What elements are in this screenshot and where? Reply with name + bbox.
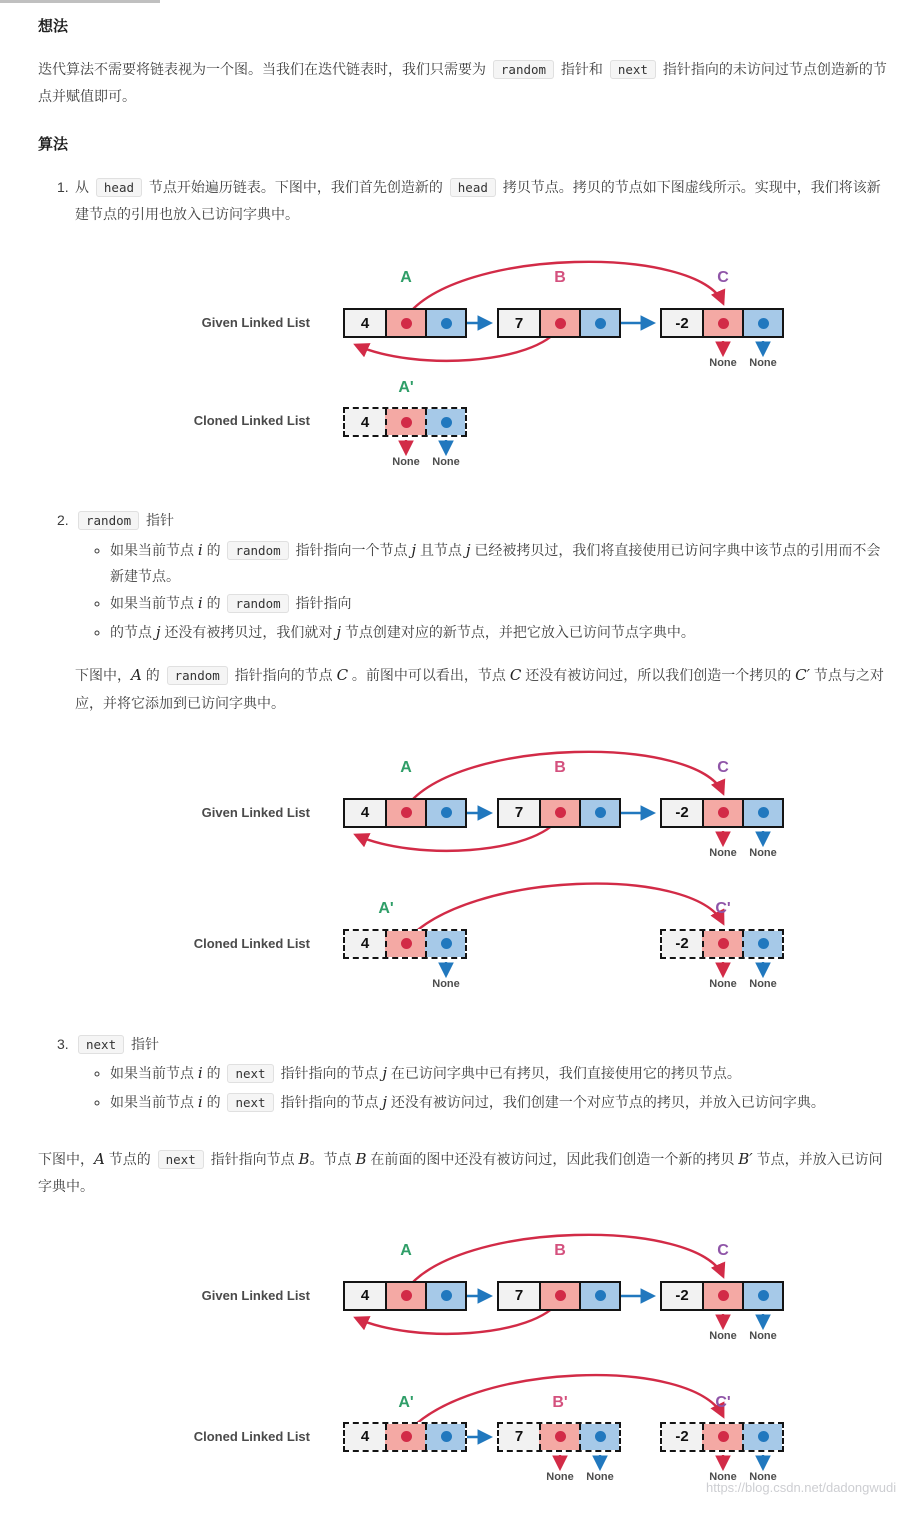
- step3-bullets: [75, 1061, 890, 1116]
- given-list-label: Given Linked List: [201, 1287, 310, 1303]
- step2-body: [75, 507, 890, 716]
- random-pointer-cell: [385, 310, 425, 336]
- random-dot-icon: [718, 318, 729, 329]
- given-node-a: [343, 308, 467, 338]
- next-pointer-cell: [742, 1424, 782, 1450]
- next-dot-icon: [441, 807, 452, 818]
- node-label-b: B: [554, 269, 566, 287]
- node-label-b-clone: B': [552, 1393, 568, 1411]
- next-pointer-cell: [579, 800, 619, 826]
- none-label: None: [709, 846, 737, 859]
- text-run: 如果当前节点: [110, 594, 198, 611]
- random-dot-icon: [401, 938, 412, 949]
- cloned-node-a: [343, 929, 467, 959]
- random-dot-icon: [718, 938, 729, 949]
- none-label: None: [749, 977, 777, 990]
- text-run: 的: [202, 1093, 225, 1110]
- value-cell: 7: [499, 1283, 539, 1309]
- value-cell: -2: [662, 931, 702, 957]
- text-run: 指针指向的未访问过节点创造新的节点并赋值即可。: [38, 61, 887, 104]
- math-variable: j: [382, 1092, 388, 1111]
- text-run: 指针: [127, 1035, 159, 1052]
- inline-code: head: [96, 178, 142, 197]
- next-dot-icon: [595, 1431, 606, 1442]
- text-run: 指针指向: [291, 594, 352, 611]
- random-dot-icon: [718, 807, 729, 818]
- given-list-label: Given Linked List: [201, 804, 310, 820]
- math-variable: C′: [795, 666, 810, 685]
- next-pointer-cell: [425, 409, 465, 435]
- none-label: None: [586, 1470, 614, 1483]
- value-cell: 4: [345, 931, 385, 957]
- text-run: 如果当前节点: [110, 541, 198, 558]
- none-label: None: [709, 1329, 737, 1342]
- random-pointer-cell: [385, 1424, 425, 1450]
- random-dot-icon: [555, 807, 566, 818]
- next-dot-icon: [595, 1290, 606, 1301]
- random-pointer-cell: [539, 1283, 579, 1309]
- none-label: None: [749, 357, 777, 370]
- next-dot-icon: [441, 417, 452, 428]
- value-cell: 4: [345, 1283, 385, 1309]
- value-cell: -2: [662, 1283, 702, 1309]
- random-dot-icon: [718, 1290, 729, 1301]
- math-variable: i: [197, 1092, 203, 1111]
- bullet-item: [110, 620, 890, 646]
- node-label-c-clone: C': [715, 899, 731, 917]
- step2-title: [75, 507, 890, 534]
- text-run: 如果当前节点: [110, 1065, 198, 1082]
- text-run: 指针指向的节点: [276, 1065, 383, 1082]
- node-label-a-clone: A': [398, 1393, 414, 1411]
- next-pointer-cell: [742, 310, 782, 336]
- value-cell: 4: [345, 310, 385, 336]
- none-label: None: [749, 1329, 777, 1342]
- text-run: 还没有被访问过，所以我们创造一个拷贝的: [521, 667, 796, 684]
- text-run: 拷贝节点。拷贝的节点如下图虚线所示。实现中，我们将该新建节点的引用也放入已访问字典中。: [75, 179, 881, 222]
- diagram-head-copy: [38, 255, 920, 481]
- text-run: 下图中，: [75, 667, 131, 684]
- math-variable: C: [509, 666, 522, 685]
- inline-code: random: [167, 666, 228, 685]
- value-cell: 7: [499, 800, 539, 826]
- text-run: 节点与之对应，并将它添加到已访问字典中。: [75, 667, 884, 711]
- none-label: None: [709, 977, 737, 990]
- text-run: 还没有被拷贝过，我们就对: [160, 623, 337, 640]
- next-dot-icon: [758, 938, 769, 949]
- cloned-node-c: [660, 1422, 784, 1452]
- random-pointer-cell: [539, 1424, 579, 1450]
- text-run: 已经被拷贝过，我们将直接使用已访问字典中该节点的引用而不会新建节点。: [110, 541, 881, 584]
- step2-bullets: [75, 538, 890, 645]
- step3-body: [75, 1031, 890, 1119]
- math-variable: B: [355, 1149, 367, 1168]
- given-list-label: Given Linked List: [201, 315, 310, 331]
- next-dot-icon: [595, 318, 606, 329]
- cloned-node-b: [497, 1422, 621, 1452]
- given-node-a: [343, 1281, 467, 1311]
- none-label: None: [432, 456, 460, 469]
- list-number-2: 2.: [57, 512, 69, 529]
- list-number-1: 1.: [57, 179, 69, 196]
- given-node-a: [343, 798, 467, 828]
- given-node-b: [497, 798, 621, 828]
- random-pointer-cell: [702, 1424, 742, 1450]
- value-cell: -2: [662, 1424, 702, 1450]
- random-pointer-cell: [702, 1283, 742, 1309]
- inline-code: random: [78, 511, 139, 530]
- next-dot-icon: [758, 807, 769, 818]
- diagram-next-copy: [38, 1228, 920, 1502]
- inline-code: random: [227, 541, 288, 560]
- node-label-a-clone: A': [378, 899, 394, 917]
- cloned-node-a: [343, 1422, 467, 1452]
- text-run: 下图中，: [38, 1150, 94, 1167]
- next-pointer-cell: [579, 310, 619, 336]
- text-run: 的: [202, 1065, 225, 1082]
- text-run: 的节点: [110, 623, 156, 640]
- section-heading-idea: 想法: [38, 18, 69, 35]
- text-run: 如果当前节点: [110, 1093, 198, 1110]
- math-variable: C: [336, 666, 349, 685]
- math-variable: j: [465, 540, 471, 559]
- next-dot-icon: [758, 1431, 769, 1442]
- text-run: 还没有被访问过，我们创建一个对应节点的拷贝，并放入已访问字典。: [387, 1093, 825, 1110]
- value-cell: 4: [345, 409, 385, 435]
- node-label-c: C: [717, 758, 729, 776]
- value-cell: -2: [662, 310, 702, 336]
- math-variable: A: [131, 666, 142, 685]
- math-variable: i: [197, 1064, 203, 1083]
- given-node-c: [660, 1281, 784, 1311]
- text-run: 指针和: [557, 61, 607, 77]
- pointer-arrows-layer-1: [38, 255, 920, 481]
- text-run: 指针: [142, 512, 175, 529]
- math-variable: j: [382, 1064, 388, 1083]
- bullet-item: [110, 538, 890, 588]
- math-variable: j: [411, 540, 417, 559]
- random-dot-icon: [401, 417, 412, 428]
- next-pointer-cell: [425, 800, 465, 826]
- next-dot-icon: [758, 1290, 769, 1301]
- math-variable: i: [197, 540, 203, 559]
- cloned-list-label: Cloned Linked List: [193, 1428, 310, 1444]
- given-node-c: [660, 308, 784, 338]
- random-pointer-cell: [539, 310, 579, 336]
- random-pointer-cell: [702, 310, 742, 336]
- inline-code: next: [227, 1093, 273, 1112]
- given-node-c: [660, 798, 784, 828]
- text-run: 指针指向一个节点: [291, 541, 412, 558]
- inline-code: head: [450, 178, 496, 197]
- random-dot-icon: [555, 1431, 566, 1442]
- cloned-node-a: [343, 407, 467, 437]
- next-pointer-cell: [579, 1283, 619, 1309]
- random-dot-icon: [555, 318, 566, 329]
- pointer-arrows-layer-3: [38, 1228, 920, 1502]
- value-cell: 7: [499, 310, 539, 336]
- next-pointer-cell: [425, 1283, 465, 1309]
- text-run: 节点的: [104, 1150, 155, 1167]
- step3-title: [75, 1031, 890, 1058]
- random-dot-icon: [555, 1290, 566, 1301]
- bullet-item: [110, 1061, 890, 1087]
- section-heading-algorithm: 算法: [38, 136, 69, 154]
- given-node-b: [497, 1281, 621, 1311]
- cloned-node-c: [660, 929, 784, 959]
- node-label-c-clone: C': [715, 1393, 731, 1411]
- text-run: 在前面的图中还没有被访问过，因此我们创造一个新的拷贝: [366, 1150, 739, 1167]
- math-variable: B: [298, 1149, 310, 1168]
- next-pointer-cell: [425, 310, 465, 336]
- math-variable: B′: [738, 1149, 753, 1168]
- ordered-list-item-2: [38, 507, 890, 716]
- final-paragraph: [38, 1145, 890, 1200]
- next-dot-icon: [441, 318, 452, 329]
- inline-code: next: [610, 60, 656, 79]
- cloned-list-label: Cloned Linked List: [193, 935, 310, 951]
- step1-text: [75, 174, 890, 227]
- random-dot-icon: [718, 1431, 729, 1442]
- math-variable: j: [336, 622, 341, 641]
- next-dot-icon: [758, 318, 769, 329]
- random-pointer-cell: [385, 800, 425, 826]
- none-label: None: [709, 1470, 737, 1483]
- bullet-item: [110, 1090, 890, 1116]
- text-run: 从: [75, 179, 93, 196]
- random-pointer-cell: [539, 800, 579, 826]
- next-dot-icon: [441, 1431, 452, 1442]
- text-run: 节点创建对应的新节点，并把它放入已访问节点字典中。: [340, 623, 695, 640]
- inline-code: next: [227, 1064, 273, 1083]
- next-pointer-cell: [425, 931, 465, 957]
- value-cell: 7: [499, 1424, 539, 1450]
- node-label-a: A: [400, 269, 412, 287]
- node-label-c: C: [717, 269, 729, 287]
- diagram-random-copy: [38, 745, 920, 1005]
- step2-paragraph: [75, 661, 890, 716]
- text-run: 指针指向的节点: [276, 1093, 383, 1110]
- math-variable: i: [197, 593, 203, 612]
- next-dot-icon: [441, 1290, 452, 1301]
- text-run: 指针指向节点: [206, 1150, 299, 1167]
- next-pointer-cell: [579, 1424, 619, 1450]
- list-number-3: 3.: [57, 1035, 69, 1052]
- random-dot-icon: [401, 1431, 412, 1442]
- random-pointer-cell: [702, 931, 742, 957]
- text-run: 的: [141, 667, 164, 684]
- cloned-list-label: Cloned Linked List: [193, 413, 310, 429]
- none-label: None: [749, 846, 777, 859]
- none-label: None: [709, 357, 737, 370]
- none-label: None: [749, 1470, 777, 1483]
- random-pointer-cell: [702, 800, 742, 826]
- given-node-b: [497, 308, 621, 338]
- pointer-arrows-layer-2: [38, 745, 920, 1005]
- inline-code: next: [158, 1150, 204, 1169]
- node-label-a: A: [400, 1241, 412, 1259]
- random-pointer-cell: [385, 931, 425, 957]
- random-pointer-cell: [385, 1283, 425, 1309]
- inline-code: next: [78, 1035, 124, 1054]
- text-run: 迭代算法不需要将链表视为一个图。当我们在迭代链表时，我们只需要为: [38, 61, 490, 77]
- next-dot-icon: [595, 807, 606, 818]
- value-cell: -2: [662, 800, 702, 826]
- inline-code: random: [227, 594, 288, 613]
- ordered-list-item-1: [38, 174, 890, 227]
- article-content: [0, 3, 920, 1536]
- next-pointer-cell: [742, 1283, 782, 1309]
- csdn-watermark: https://blog.csdn.net/dadongwudi: [706, 1479, 897, 1495]
- next-pointer-cell: [742, 931, 782, 957]
- bullet-item: [110, 591, 890, 617]
- idea-paragraph: [38, 56, 890, 109]
- text-run: 的: [202, 594, 225, 611]
- random-dot-icon: [401, 1290, 412, 1301]
- text-run: 且节点: [416, 541, 466, 558]
- next-pointer-cell: [425, 1424, 465, 1450]
- next-dot-icon: [441, 938, 452, 949]
- text-run: 指针指向的节点: [230, 667, 337, 684]
- none-label: None: [546, 1470, 574, 1483]
- node-label-c: C: [717, 1241, 729, 1259]
- random-dot-icon: [401, 318, 412, 329]
- text-run: 节点开始遍历链表。下图中，我们首先创造新的: [145, 179, 447, 196]
- next-pointer-cell: [742, 800, 782, 826]
- text-run: 。前图中可以看出，节点: [348, 667, 510, 684]
- value-cell: 4: [345, 800, 385, 826]
- none-label: None: [392, 456, 420, 469]
- random-dot-icon: [401, 807, 412, 818]
- inline-code: random: [493, 60, 554, 79]
- node-label-a-clone: A': [398, 379, 414, 397]
- node-label-b: B: [554, 758, 566, 776]
- node-label-a: A: [400, 758, 412, 776]
- text-run: 节点，并放入已访问字典中。: [38, 1150, 883, 1195]
- text-run: 在已访问字典中已有拷贝，我们直接使用它的拷贝节点。: [387, 1065, 741, 1082]
- random-pointer-cell: [385, 409, 425, 435]
- math-variable: j: [155, 622, 161, 641]
- none-label: None: [432, 977, 460, 990]
- text-run: 。节点: [309, 1150, 356, 1167]
- value-cell: 4: [345, 1424, 385, 1450]
- text-run: 的: [202, 541, 225, 558]
- ordered-list-item-3: [38, 1031, 890, 1119]
- math-variable: A: [94, 1149, 105, 1168]
- node-label-b: B: [554, 1241, 566, 1259]
